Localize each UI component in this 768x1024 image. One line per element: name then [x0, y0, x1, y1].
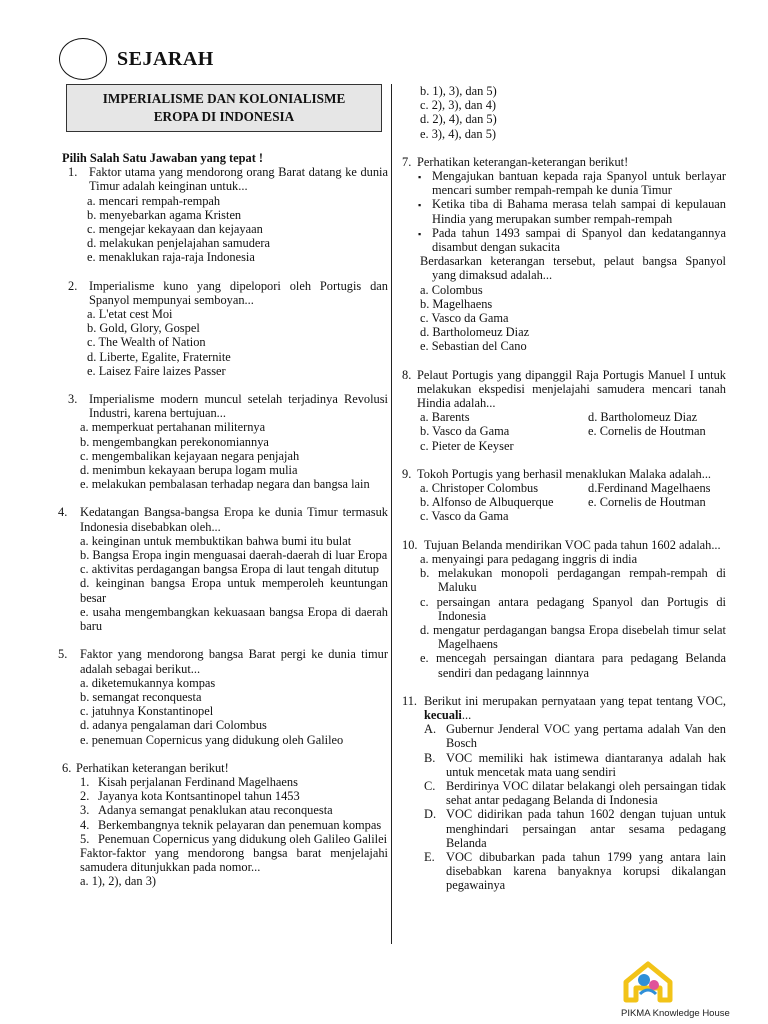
option-c: c. Pieter de Keyser: [420, 438, 514, 453]
question-1: [58, 165, 388, 264]
bullet-1: ▪ Mengajukan bantuan kepada raja Spanyol untuk berlayar mencari sumber rempah-rempah ke dunia Timur: [418, 169, 726, 198]
option-b: b. Vasco da Gama: [420, 424, 510, 439]
option-a: a. Barents: [420, 410, 470, 425]
statement-5: 5. Penemuan Copernicus yang didukung oleh Galileo Galilei: [80, 831, 388, 846]
right-column: [402, 84, 726, 907]
option-b: b. Bangsa Eropa ingin menguasai daerah-daerah di luar Eropa: [80, 548, 388, 563]
question-text: Kedatangan Bangsa-bangsa Eropa ke dunia Timur termasuk Indonesia disebabkan oleh...: [80, 505, 388, 534]
option-e: e. penemuan Copernicus yang didukung oleh Galileo: [80, 732, 344, 747]
option-b: b. Magelhaens: [420, 296, 493, 311]
option-empty: [588, 439, 726, 453]
option-d: d. menimbun kekayaan berupa logam mulia: [80, 463, 298, 478]
question-number: 11.: [402, 693, 418, 708]
question-3: [58, 392, 388, 491]
bullet-icon: ▪: [418, 172, 422, 183]
option-e: e. Sebastian del Cano: [420, 339, 527, 354]
option-b: b. 1), 3), dan 5): [420, 84, 497, 98]
option-b: b. Gold, Glory, Gospel: [87, 321, 200, 336]
question-text: Tujuan Belanda mendirikan VOC pada tahun 1602 adalah...: [424, 537, 721, 552]
option-c: c. aktivitas perdagangan bangsa Eropa di laut tengah ditutup: [80, 562, 380, 577]
question-number: 6.: [62, 760, 72, 775]
question-9: [402, 467, 726, 524]
option-b: b. menyebarkan agama Kristen: [87, 207, 242, 222]
question-text: Imperialisme kuno yang dipelopori oleh Portugis dan Spanyol mempunyai semboyan...: [89, 278, 388, 307]
option-b: b. melakukan monopoli perdagangan rempah-rempah di Maluku: [420, 566, 726, 595]
question-number: 1.: [68, 165, 78, 180]
question-text: Perhatikan keterangan-keterangan berikut!: [417, 154, 629, 169]
question-number: 2.: [68, 278, 78, 293]
topic-title-line1: IMPERIALISME DAN KOLONIALISME: [102, 91, 346, 106]
option-c: c. 2), 3), dan 4): [420, 98, 497, 113]
bullet-icon: ▪: [418, 200, 422, 211]
pikma-logo-icon: [620, 958, 676, 1006]
bullet-3: ▪ Pada tahun 1493 sampai di Spanyol dan kedatangannya disambut dengan sukacita: [418, 225, 726, 255]
question-number: 8.: [402, 367, 412, 382]
option-a: a. Christoper Colombus: [420, 481, 539, 496]
option-B: B. VOC memiliki hak istimewa diantaranya adalah hak untuk mencetak mata uang sendiri: [424, 750, 726, 779]
question-text: Pelaut Portugis yang dipanggil Raja Portugis Manuel I untuk melakukan ekspedisi menjelajahi samudera mencari tanah Hindia adalah...: [417, 367, 726, 411]
option-b: b. Alfonso de Albuquerque: [420, 495, 554, 510]
option-c: c. The Wealth of Nation: [87, 335, 206, 350]
question-10: [402, 538, 726, 680]
topic-title-line2: EROPA DI INDONESIA: [153, 109, 295, 124]
column-divider: [391, 84, 392, 944]
question-text: Perhatikan keterangan berikut!: [76, 760, 229, 775]
question-text: Imperialisme modern muncul setelah terjadinya Revolusi Industri, karena bertujuan...: [89, 392, 388, 421]
option-c: c. jatuhnya Konstantinopel: [80, 704, 214, 719]
statement-1: 1. Kisah perjalanan Ferdinand Magelhaens: [80, 774, 298, 789]
question-number: 9.: [402, 466, 412, 481]
statement-2: 2. Jayanya kota Kontsantinopel tahun 1453: [80, 789, 300, 804]
option-b: b. semangat reconquesta: [80, 689, 202, 704]
option-d: d.Ferdinand Magelhaens: [588, 481, 711, 496]
option-e: e. melakukan pembalasan terhadap negara dan bangsa lain: [80, 477, 370, 492]
question-6-continued: [402, 84, 726, 141]
option-A: A. Gubernur Jenderal VOC yang pertama adalah Van den Bosch: [424, 722, 726, 751]
question-number: 10.: [402, 537, 418, 552]
option-d: d. Liberte, Egalite, Fraternite: [87, 349, 231, 364]
option-d: d. adanya pengalaman dari Colombus: [80, 718, 267, 733]
question-6: [58, 761, 388, 889]
bullet-2: ▪ Ketika tiba di Bahama merasa telah sampai di kepulauan Hindia yang merupakan sumber rempah-rempah: [418, 197, 726, 226]
question-text: Tokoh Portugis yang berhasil menaklukan Malaka adalah...: [417, 466, 712, 481]
publisher-name: PIKMA Knowledge House: [621, 1008, 730, 1019]
question-4: [58, 505, 388, 633]
option-d: d. Bartholomeuz Diaz: [420, 325, 530, 340]
option-a: a. memperkuat pertahanan militernya: [80, 420, 266, 435]
question-6-stem: Faktor-faktor yang mendorong bangsa barat menjelajahi samudera ditunjukkan pada nomor...: [80, 845, 388, 875]
option-e: e. usaha mengembangkan kekuasaan bangsa Eropa di daerah baru: [80, 604, 388, 634]
option-c: c. mengejar kekayaan dan kejayaan: [87, 222, 263, 237]
question-number: 3.: [68, 392, 78, 407]
option-d: d. keinginan bangsa Eropa untuk memperoleh keuntungan besar: [80, 576, 388, 605]
instruction: Pilih Salah Satu Jawaban yang tepat !: [62, 151, 264, 165]
question-2: [58, 279, 388, 378]
option-empty: [588, 509, 726, 523]
option-e: e. Cornelis de Houtman: [588, 495, 706, 510]
question-text: Faktor yang mendorong bangsa Barat pergi ke dunia timur adalah sebagai berikut...: [80, 647, 388, 676]
option-e: e. Laisez Faire laizes Passer: [87, 363, 226, 378]
option-e: e. menaklukan raja-raja Indonesia: [87, 250, 255, 265]
topic-title-box: [66, 84, 382, 132]
option-d: d. melakukan penjelajahan samudera: [87, 236, 271, 251]
option-C: C. Berdirinya VOC dilatar belakangi oleh persaingan tidak sehat antar pedagang Belanda di Indonesia: [424, 778, 726, 808]
question-number: 5.: [58, 647, 68, 662]
option-d: d. mengatur perdagangan bangsa Eropa disebelah timur selat Magelhaens: [420, 622, 726, 652]
option-a: a. L'etat cest Moi: [87, 307, 173, 322]
keyword-kecuali: kecuali: [424, 707, 462, 722]
header-circle: [59, 38, 107, 80]
subject-title: SEJARAH: [117, 48, 214, 70]
option-D: D. VOC didirikan pada tahun 1602 dengan tujuan untuk menghindari persaingan antar sesama pedagang Belanda: [424, 807, 726, 850]
option-E: E. VOC dibubarkan pada tahun 1799 yang antara lain disebabkan karena banyaknya korupsi dikalangan pegawainya: [424, 849, 726, 893]
option-a: a. keinginan untuk membuktikan bahwa bumi itu bulat: [80, 533, 352, 548]
option-e: e. mencegah persaingan diantara para pedagang Belanda sendiri dan pedagang lainnnya: [420, 651, 726, 680]
option-d: d. Bartholomeuz Diaz: [588, 410, 698, 425]
option-a: a. menyaingi para pedagang inggris di india: [420, 551, 638, 566]
option-a: a. diketemukannya kompas: [80, 675, 216, 690]
statement-4: 4. Berkembangnya teknik pelayaran dan penemuan kompas: [80, 817, 382, 832]
option-c: c. Vasco da Gama: [420, 311, 509, 326]
question-8: [402, 368, 726, 453]
option-c: c. persaingan antara pedagang Spanyol dan Portugis di Indonesia: [420, 594, 726, 623]
question-text: Faktor utama yang mendorong orang Barat datang ke dunia Timur adalah keinginan untuk...: [89, 165, 388, 194]
option-a: a. Colombus: [420, 282, 483, 297]
option-c: c. Vasco da Gama: [420, 509, 509, 524]
question-11: [402, 694, 726, 893]
option-b: b. mengembangkan perekonomiannya: [80, 434, 269, 449]
option-a: a. mencari rempah-rempah: [87, 193, 221, 208]
option-a: a. 1), 2), dan 3): [80, 874, 157, 889]
question-7: [402, 155, 726, 354]
question-number: 7.: [402, 154, 412, 169]
question-5: [58, 647, 388, 746]
option-e: e. Cornelis de Houtman: [588, 424, 706, 439]
option-e: e. 3), 4), dan 5): [420, 126, 497, 141]
left-column: [58, 151, 388, 903]
question-text: Berikut ini merupakan pernyataan yang tepat tentang VOC, kecuali...: [424, 693, 726, 722]
option-d: d. 2), 4), dan 5): [420, 112, 497, 127]
option-c: c. mengembalikan kejayaan negara penjajah: [80, 448, 300, 463]
question-number: 4.: [58, 505, 68, 520]
bullet-icon: ▪: [418, 228, 422, 239]
question-7-stem: Berdasarkan keterangan tersebut, pelaut bangsa Spanyol yang dimaksud adalah...: [420, 254, 726, 283]
statement-3: 3. Adanya semangat penaklukan atau reconquesta: [80, 803, 333, 818]
